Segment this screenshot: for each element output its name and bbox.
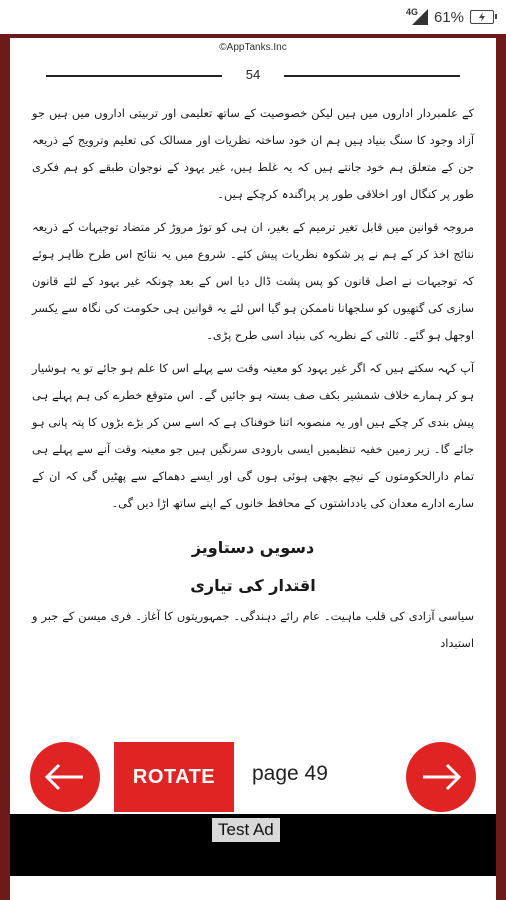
battery-percent: 61%	[433, 8, 464, 26]
page-indicator: page 49	[252, 762, 328, 785]
arrow-right-icon	[419, 762, 463, 792]
watermark: ©AppTanks.Inc	[219, 42, 287, 53]
network-type: 4G	[405, 7, 418, 17]
previous-page-button[interactable]	[30, 742, 100, 812]
paragraph: کے علمبردار اداروں میں ہیں لیکن خصوصیت کے ساتھ تعلیمی اور تربیتی اداروں میں ہیں جو آزاد وجود کا سنگ بنیاد ہیں ہم ان خود ساختہ نظریات اور مسالک کی تعلیم وترویج کے ذریعہ جن کے متعلق ہم خود جانتے ہیں کہ یہ غلط ہیں، غیر یہود کے نوجوان طبقے کو ہم فکری طور پر کنگال اور اخلاقی طور پر پراگندہ کرچکے ہیں۔	[32, 106, 474, 201]
battery-icon	[470, 10, 494, 24]
paragraph: آپ کہہ سکتے ہیں کہ اگر غیر یہود کو معینہ وقت سے پہلے اس کا علم ہو جائے تو یہ ہوشیار ہو کر ہمارے خلاف شمشیر بکف صف بستہ ہو جائیں گے۔ اس متوقع خطرے کی ہم پہلے ہی پیش بندی کر چکے ہیں اور یہ منصوبہ اتنا خوفناک ہے کہ اسے سن کر بڑے بڑوں کا پتہ پانی ہو جائے گا۔ زیر زمین خفیہ تنظیمیں ایسی بارودی سرنگیں ہیں جو معینہ وقت آنے سے پہلے ہی تمام دارالحکومتوں کے نیچے بچھی ہوئی ہوں گی اور ایسے دھماکے سے پھٹیں گی کہ ان کے سارے ادارے معدان کی یادداشتوں کے محافظ خانوں کے اپنے ساتھ اڑا دیں گی۔	[32, 361, 474, 510]
page-number: 54	[245, 67, 261, 82]
header-rule-right	[284, 75, 460, 77]
status-bar	[0, 0, 506, 34]
ad-label: Test Ad	[212, 818, 280, 842]
chapter-subheading: اقتدار کی تیاری	[190, 576, 316, 595]
document-text	[32, 100, 474, 663]
paragraph: سیاسی آزادی کی قلب ماہیت۔ عام رائے دہندگی۔ جمہوریتوں کا آغاز۔ فری میسن کے جبر و استبداد	[32, 609, 474, 650]
status-icons	[406, 6, 494, 28]
page-number-header	[46, 68, 460, 84]
rotate-button[interactable]: ROTATE	[114, 742, 234, 812]
ad-bottom-strip	[10, 876, 496, 900]
arrow-left-icon	[43, 762, 87, 792]
next-page-button[interactable]	[406, 742, 476, 812]
reader-controls	[0, 742, 506, 814]
chapter-heading: دسویں دستاویز	[191, 538, 315, 557]
signal-icon	[406, 9, 428, 25]
paragraph: مروجہ قوانین میں قابل تغیر ترمیم کے بغیر، ان ہی کو توڑ مروڑ کر متضاد توجیہات کے ذریعہ نتائج اخذ کر کے ہم نے پر شکوہ نظریات پیش کئے۔ شروع میں یہ نتائج اس طرح ظاہر ہوئے کہ توجیہات نے اصل قانون کو پس پشت ڈال دیا اس کے بعد چونکہ غیر یہود کے لئے قانون سازی کی گتھیوں کو سلجھانا ناممکن ہو گیا اس لئے یہ قوانین ہی حکومت کی نگاہ سے یکسر اوجھل ہو گئے۔ ثالثی کے نظریہ کی بنیاد اسی طرح پڑی۔	[32, 220, 474, 342]
